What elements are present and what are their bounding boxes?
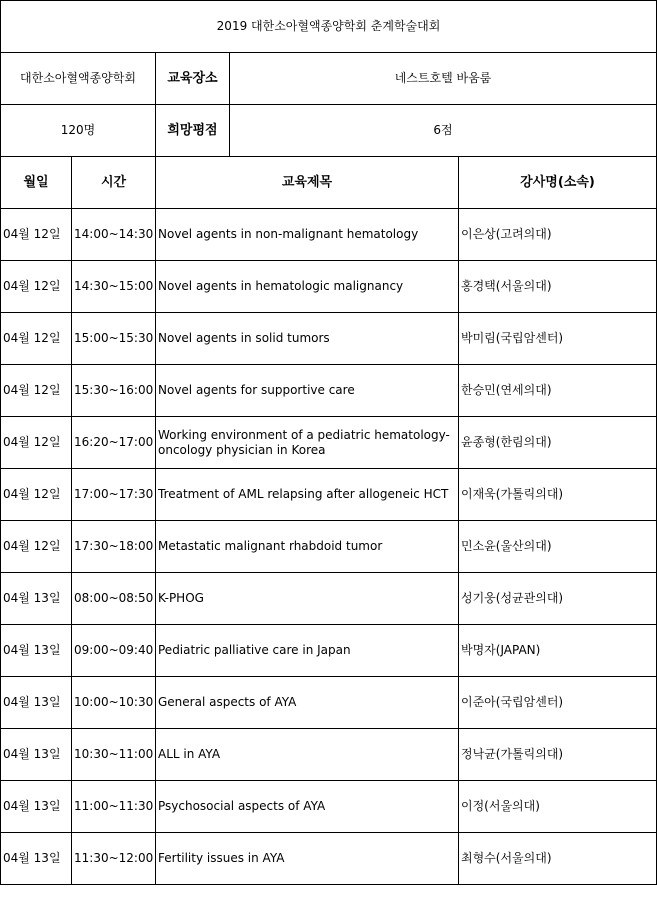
date-cell: 04월 13일: [1, 729, 72, 781]
lecturer-cell: 박명자(JAPAN): [459, 625, 657, 677]
topic-cell: Pediatric palliative care in Japan: [156, 625, 459, 677]
header-time: 시간: [72, 157, 156, 209]
topic-cell: Novel agents in hematologic malignancy: [156, 261, 459, 313]
time-cell: 08:00~08:50: [72, 573, 156, 625]
schedule-table-body: [1, 1, 657, 885]
venue-value: 네스트호텔 바움룸: [230, 53, 657, 105]
date-cell: 04월 13일: [1, 833, 72, 885]
date-cell: 04월 12일: [1, 313, 72, 365]
info-row-venue: [1, 53, 657, 105]
organization-cell: 대한소아혈액종양학회: [1, 53, 156, 105]
date-cell: 04월 12일: [1, 209, 72, 261]
table-row: [1, 417, 657, 469]
time-cell: 15:00~15:30: [72, 313, 156, 365]
topic-cell: Novel agents for supportive care: [156, 365, 459, 417]
topic-cell: Novel agents in solid tumors: [156, 313, 459, 365]
topic-cell: Psychosocial aspects of AYA: [156, 781, 459, 833]
table-row: [1, 469, 657, 521]
date-cell: 04월 12일: [1, 417, 72, 469]
lecturer-cell: 민소윤(울산의대): [459, 521, 657, 573]
time-cell: 17:30~18:00: [72, 521, 156, 573]
topic-cell: Treatment of AML relapsing after allogeneic HCT: [156, 469, 459, 521]
lecturer-cell: 이정(서울의대): [459, 781, 657, 833]
lecturer-cell: 정낙균(가톨릭의대): [459, 729, 657, 781]
lecturer-cell: 성기웅(성균관의대): [459, 573, 657, 625]
table-row: [1, 625, 657, 677]
points-label: 희망평점: [156, 105, 230, 157]
topic-cell: Metastatic malignant rhabdoid tumor: [156, 521, 459, 573]
table-row: [1, 677, 657, 729]
lecturer-cell: 최형수(서울의대): [459, 833, 657, 885]
lecturer-cell: 홍경택(서울의대): [459, 261, 657, 313]
document-title: 2019 대한소아혈액종양학회 춘계학술대회: [1, 1, 657, 53]
topic-cell: ALL in AYA: [156, 729, 459, 781]
topic-cell: Working environment of a pediatric hematology-oncology physician in Korea: [156, 417, 459, 469]
header-lecturer: 강사명(소속): [459, 157, 657, 209]
time-cell: 09:00~09:40: [72, 625, 156, 677]
date-cell: 04월 12일: [1, 469, 72, 521]
points-value: 6점: [230, 105, 657, 157]
time-cell: 14:00~14:30: [72, 209, 156, 261]
lecturer-cell: 박미림(국립암센터): [459, 313, 657, 365]
table-row: [1, 573, 657, 625]
date-cell: 04월 12일: [1, 521, 72, 573]
lecturer-cell: 한승민(연세의대): [459, 365, 657, 417]
attendees-cell: 120명: [1, 105, 156, 157]
info-row-points: [1, 105, 657, 157]
table-row: [1, 833, 657, 885]
date-cell: 04월 12일: [1, 261, 72, 313]
topic-cell: Fertility issues in AYA: [156, 833, 459, 885]
time-cell: 10:30~11:00: [72, 729, 156, 781]
time-cell: 14:30~15:00: [72, 261, 156, 313]
time-cell: 10:00~10:30: [72, 677, 156, 729]
date-cell: 04월 12일: [1, 365, 72, 417]
table-row: [1, 781, 657, 833]
date-cell: 04월 13일: [1, 677, 72, 729]
time-cell: 15:30~16:00: [72, 365, 156, 417]
topic-cell: General aspects of AYA: [156, 677, 459, 729]
venue-label: 교육장소: [156, 53, 230, 105]
lecturer-cell: 이재욱(가톨릭의대): [459, 469, 657, 521]
date-cell: 04월 13일: [1, 625, 72, 677]
lecturer-cell: 윤종형(한림의대): [459, 417, 657, 469]
table-row: [1, 521, 657, 573]
table-row: [1, 313, 657, 365]
table-row: [1, 261, 657, 313]
lecturer-cell: 이준아(국립암센터): [459, 677, 657, 729]
lecturer-cell: 이은상(고려의대): [459, 209, 657, 261]
date-cell: 04월 13일: [1, 781, 72, 833]
title-row: [1, 1, 657, 53]
column-header-row: [1, 157, 657, 209]
topic-cell: Novel agents in non-malignant hematology: [156, 209, 459, 261]
time-cell: 11:00~11:30: [72, 781, 156, 833]
topic-cell: K-PHOG: [156, 573, 459, 625]
header-date: 월일: [1, 157, 72, 209]
time-cell: 16:20~17:00: [72, 417, 156, 469]
time-cell: 17:00~17:30: [72, 469, 156, 521]
table-row: [1, 729, 657, 781]
table-row: [1, 209, 657, 261]
time-cell: 11:30~12:00: [72, 833, 156, 885]
header-topic: 교육제목: [156, 157, 459, 209]
table-row: [1, 365, 657, 417]
date-cell: 04월 13일: [1, 573, 72, 625]
